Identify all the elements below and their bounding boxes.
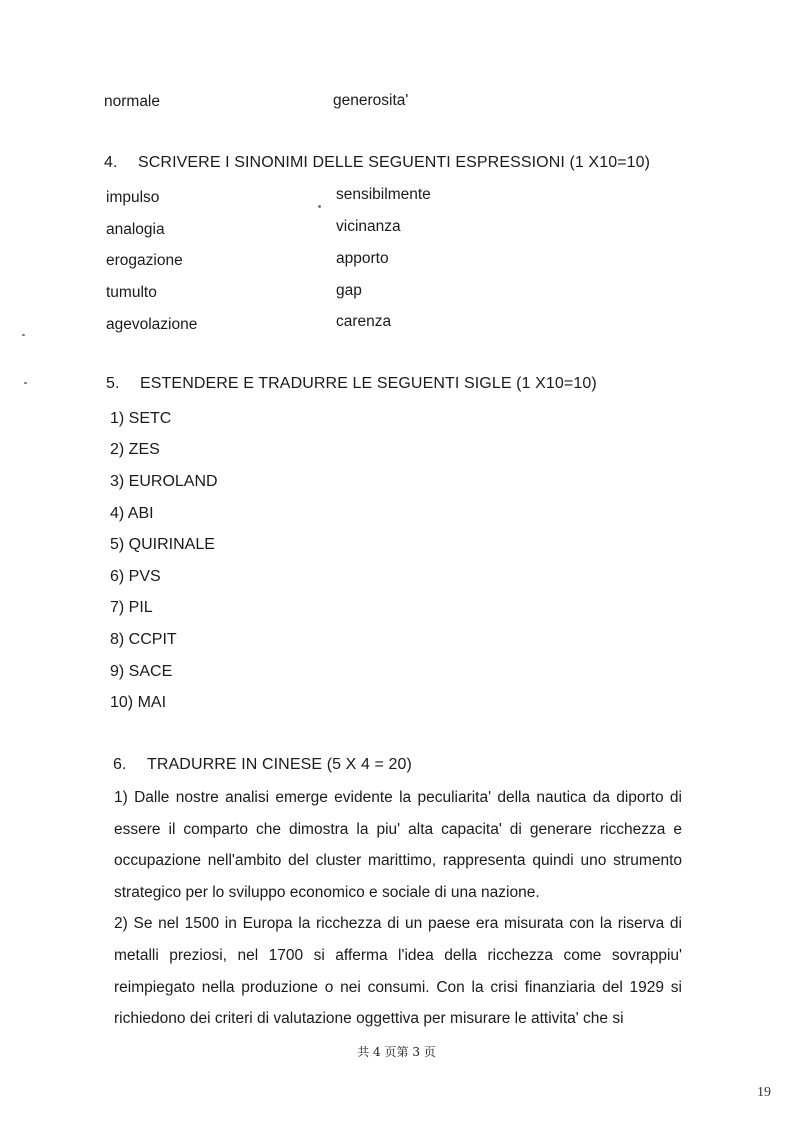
section-5-heading	[106, 375, 597, 393]
scan-speck	[24, 382, 27, 384]
pagination-footer: 共 4 页第 3 页	[357, 1045, 436, 1059]
section-6-heading	[113, 756, 412, 774]
word-normale: normale	[104, 93, 160, 110]
acronym-item: 7) PIL	[110, 599, 153, 616]
synonym-term: vicinanza	[336, 218, 401, 235]
acronym-item: 5) QUIRINALE	[110, 536, 215, 553]
section-6-body	[114, 782, 682, 1035]
section-4-title: SCRIVERE I SINONIMI DELLE SEGUENTI ESPRESSIONI (1 X10=10)	[138, 154, 651, 171]
section-6-number: 6.	[113, 756, 127, 773]
synonym-term: impulso	[106, 189, 160, 206]
synonym-term: carenza	[336, 313, 392, 330]
acronym-item: 8) CCPIT	[110, 631, 177, 648]
acronym-item: 4) ABI	[110, 505, 154, 522]
section-5-number: 5.	[106, 375, 120, 392]
scan-speck	[318, 205, 321, 208]
synonym-term: tumulto	[106, 284, 157, 301]
word-generosita: generosita'	[333, 92, 409, 109]
acronym-item: 9) SACE	[110, 663, 173, 680]
translation-paragraph-2: 2) Se nel 1500 in Europa la ricchezza di un paese era misurata con la riserva di metalli preziosi, nel 1700 si afferma l'idea della ricchezza come sovrappiu' reimpiegato nella produzione o nei consumi. Con la crisi finanziaria del 1929 si richiedono dei criteri di valutazione oggettiva per misurare le attivita' che si	[114, 915, 682, 1028]
acronym-item: 10) MAI	[110, 694, 167, 711]
translation-paragraph-1: 1) Dalle nostre analisi emerge evidente la peculiarita' della nautica da diporto di essere il comparto che dimostra la piu' alta capacita' di generare ricchezza e occupazione nell'ambito del cluster marittimo, rappresenta quindi uno strumento strategico per lo sviluppo economico e sociale di una nazione.	[114, 789, 682, 901]
acronym-item: 6) PVS	[110, 568, 161, 585]
synonym-term: erogazione	[106, 252, 183, 269]
section-5-title: ESTENDERE E TRADURRE LE SEGUENTI SIGLE (1 X10=10)	[140, 375, 597, 392]
synonym-term: analogia	[106, 221, 165, 238]
section-6-title: TRADURRE IN CINESE (5 X 4 = 20)	[147, 756, 412, 773]
acronym-item: 3) EUROLAND	[110, 473, 218, 490]
scan-speck	[22, 334, 25, 336]
acronym-item: 2) ZES	[110, 441, 160, 458]
section-4-number: 4.	[104, 154, 118, 171]
section-4-heading	[104, 154, 650, 172]
synonym-term: agevolazione	[106, 316, 198, 333]
synonym-term: sensibilmente	[336, 186, 431, 203]
synonym-term: apporto	[336, 250, 389, 267]
acronym-item: 1) SETC	[110, 410, 172, 427]
synonym-term: gap	[336, 282, 362, 299]
page-number: 19	[757, 1085, 771, 1100]
